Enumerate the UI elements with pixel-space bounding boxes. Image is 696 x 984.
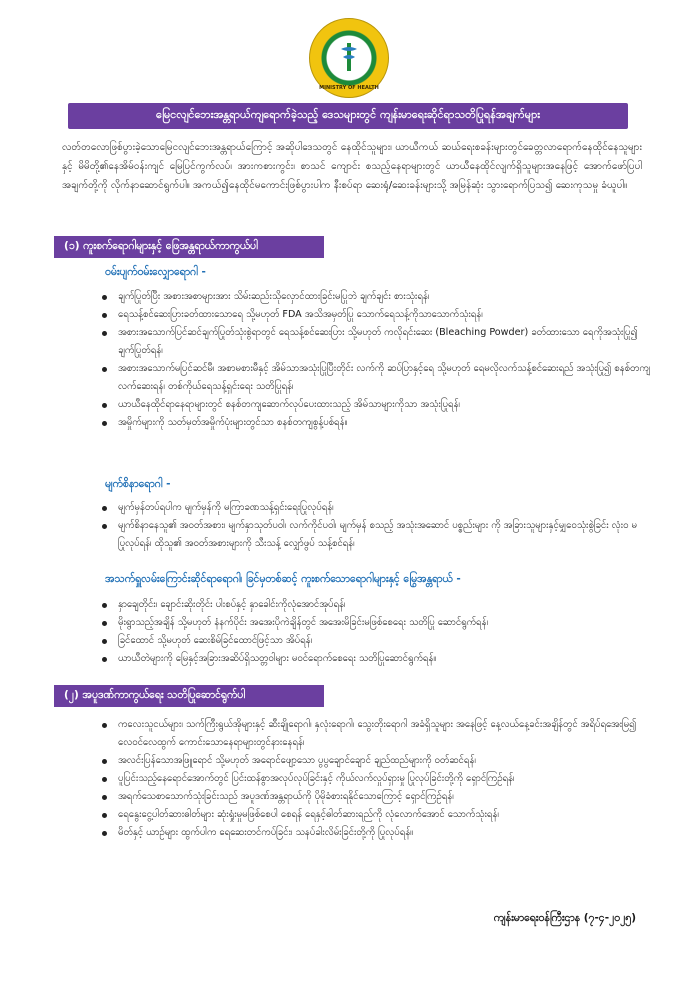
list-item: နှာချေတိုင်း၊ ချောင်းဆိုးတိုင်း ပါးစပ်နှင့် နှာခေါင်းကိုလုံအောင်အုပ်ရန်၊	[100, 596, 655, 614]
bullet-icon	[102, 603, 107, 608]
list-item: အမှိုက်များကို သတ်မှတ်အမှိုက်ပုံးများတွင်သာ စနစ်တကျစွန့်ပစ်ရန်။	[100, 414, 655, 432]
bullet-icon	[102, 777, 107, 782]
bullet-icon	[102, 813, 107, 818]
bullet-icon	[102, 657, 107, 662]
bullet-icon	[102, 639, 107, 644]
section-2-header	[54, 685, 324, 707]
list-item: အလင်းပြန်သောအဖြူရောင် သို့မဟုတ် အရောင်ဖျော့သော ပွပွချောင်ချောင် ချည်ထည်များကို ဝတ်ဆင်ရန်၊	[100, 752, 655, 770]
section-1-header	[54, 236, 324, 258]
diarrhea-list	[100, 288, 655, 432]
bullet-icon	[102, 506, 107, 511]
section-1-title: (၁) ကူးစက်ရောဂါများနှင့် ဖြေအန္တရာယ်ကာကွယ်ပါ	[64, 239, 258, 252]
bullet-icon	[102, 295, 107, 300]
bullet-icon	[102, 313, 107, 318]
subsection-eye-heading: မျက်စိနာရောဂါ -	[105, 478, 171, 490]
list-item: မိတ်နှင့် ယာဉ်များ ထွက်ပါက ရေဆေးတင်ကပ်ခြင်း၊ သနပ်ခါးလိမ်းခြင်းတို့ကို ပြုလုပ်ရန်။	[100, 824, 655, 842]
bullet-icon	[102, 723, 107, 728]
list-item: ခြင်ထောင် သို့မဟုတ် ဆေးစိမ်ခြင်ထောင်ဖြင့်သာ အိပ်ရန်၊	[100, 632, 655, 650]
bullet-icon	[102, 831, 107, 836]
bullet-icon	[102, 403, 107, 408]
bullet-icon	[102, 795, 107, 800]
heat-list	[100, 716, 655, 842]
page-title-banner	[68, 103, 628, 129]
bullet-icon	[102, 331, 107, 336]
ministry-logo	[309, 18, 389, 98]
list-item: ယာယီနေထိုင်ရာနေရာများတွင် စနစ်တကျဆောက်လုပ်ပေးထားသည့် အိမ်သာများကိုသာ အသုံးပြုရန်၊	[100, 396, 655, 414]
list-item: ချက်ပြုတ်ပြီး အစားအစာများအား သိမ်းဆည်းသိုလှောင်ထားခြင်းမပြုဘဲ ချက်ချင်း စားသုံးရန်၊	[100, 288, 655, 306]
intro-paragraph: လတ်တလောဖြစ်ပွားခဲ့သောမြေငလျင်ဘေးအန္တရာယ်ကြောင့် အဆိုပါဒေသတွင် နေထိုင်သူများ၊ ယာယီကယ် ဆယ်ရေးစခန်းများတွင်ခေတ္တလာရောက်နေထိုင်နေသူများနှင့် မိမိတို့၏နေအိမ်ဝန်းကျင် မြေပြင်ကွက်လပ်၊ အားကစားကွင်း၊ စာသင် ကျောင်း စသည့်နေရာများတွင် ယာယီနေထိုင်လျက်ရှိသူများအနေဖြင့် အောက်ဖော်ပြပါအချက်တို့ကို လိုက်နာဆောင်ရွက်ပါ။ အကယ်၍နေထိုင်မကောင်းဖြစ်ပွားပါက နီးစပ်ရာ ဆေးရုံ/ဆေးခန်းများသို့ အမြန်ဆုံး သွားရောက်ပြသ၍ ဆေးကုသမှု ခံယူပါ။	[62, 142, 642, 191]
caduceus-icon	[337, 41, 361, 73]
section-2-title: (၂) အပူဒဏ်ကာကွယ်ရေး သတိပြုဆောင်ရွက်ပါ	[64, 688, 246, 701]
bullet-icon	[102, 621, 107, 626]
page-title: မြေငလျင်ဘေးအန္တရာယ်ကျရောက်ခဲ့သည့် ဒေသများတွင် ကျန်းမာရေးဆိုင်ရာသတိပြုရန်အချက်များ	[155, 108, 541, 121]
list-item: ရေသန့်စင်ဆေးပြားခတ်ထားသောရေ သို့မဟုတ် FDA အသိအမှတ်ပြု သောက်ရေသန့်ကိုသာသောက်သုံးရန်၊	[100, 306, 655, 324]
eye-list	[100, 499, 655, 553]
subsection-diarrhea-heading: ဝမ်းပျက်ဝမ်းလျှောရောဂါ -	[105, 266, 206, 278]
bullet-icon	[102, 421, 107, 426]
list-item: မျက်စိနာနေသူ၏ အဝတ်အစား၊ မျက်နှာသုတ်ပဝါ၊ လက်ကိုင်ပဝါ၊ မျက်မှန် စသည့် အသုံးအဆောင် ပစ္စည်းများ ကို အခြားသူများနှင့်မျှဝေသုံးစွဲခြင်း လုံးဝ မပြုလုပ်ရန်၊ ထိုသူ၏ အဝတ်အစားများကို သီးသန့် လျှော်ဖွပ် သန့်စင်ရန်၊	[100, 517, 655, 553]
logo-text: MINISTRY OF HEALTH	[319, 85, 379, 91]
bullet-icon	[102, 759, 107, 764]
issuer-footer: ကျန်းမာရေးဝန်ကြီးဌာန (၇-၄-၂၀၂၅)	[493, 912, 636, 924]
respiratory-list	[100, 596, 655, 668]
list-item: ပူပြင်းသည့်နေရောင်အောက်တွင် ပြင်းထန်စွာအလုပ်လုပ်ခြင်းနှင့် ကိုယ်လက်လှုပ်ရှားမှု ပြုလုပ်ခြင်းတို့ကို ရှောင်ကြဉ်ရန်၊	[100, 770, 655, 788]
list-item: ကလေးသူငယ်များ၊ သက်ကြီးရွယ်အိုများနှင့် ဆီးချိုရောဂါ၊ နှလုံးရောဂါ၊ သွေးတိုးရောဂါ အခံရှိသူများ အနေဖြင့် နေ့လယ်နေ့ခင်းအချိန်တွင် အရိပ်ရအေးမြ၍ လေဝင်လေထွက် ကောင်းသောနေရာများတွင်နားနေရန်၊	[100, 716, 655, 752]
list-item: ယာယီတဲများကို မြေနှင့်အခြားအဆိပ်ရှိသတ္တဝါများ မဝင်ရောက်စေရေး သတိပြုဆောင်ရွက်ရန်။	[100, 650, 655, 668]
list-item: မျက်မှန်တပ်ရပါက မျက်မှန်ကို မကြာခဏသန့်ရှင်းရေးပြုလုပ်ရန်၊	[100, 499, 655, 517]
list-item: အရက်သေစာသောက်သုံးခြင်းသည် အပူဒဏ်အန္တရာယ်ကို ပိုမိုခံစားရနိုင်သောကြောင့် ရှောင်ကြဉ်ရန်၊	[100, 788, 655, 806]
list-item: အစားအသောက်ပြင်ဆင်ချက်ပြုတ်သုံးစွဲရာတွင် ရေသန့်စင်ဆေးပြား သို့မဟုတ် ကလိုရင်းဆေး (Bleaching Powder) ခတ်ထားသော ရေကိုအသုံးပြု၍ ချက်ပြုတ်ရန်၊	[100, 324, 655, 360]
list-item: အစားအသောက်မပြင်ဆင်မီ၊ အစာမစားမီနှင့် အိမ်သာအသုံးပြုပြီးတိုင်း လက်ကို ဆပ်ပြာနှင့်ရေ သို့မဟုတ် ရေမလိုလက်သန့်စင်ဆေးရည် အသုံးပြု၍ စနစ်တကျလက်ဆေးရန်၊ တစ်ကိုယ်ရေသန့်ရှင်းရေး သတိပြုရန်၊	[100, 360, 655, 396]
list-item: ရေနွေးငွေ့ပါတ်ဆားဓါတ်များ ဆုံးရှုံးမှုမဖြစ်စေပါ စေရန် ရေနှင့်ဓါတ်ဆားရည်ကို လုံလောက်အောင် သောက်သုံးရန်၊	[100, 806, 655, 824]
list-item: မိုးရွာသည့်အချိန် သို့မဟုတ် နံနက်ပိုင်း အအေးပိုကဲချိန်တွင် အအေးမိခြင်းမဖြစ်စေရေး သတိပြု ဆောင်ရွက်ရန်၊	[100, 614, 655, 632]
bullet-icon	[102, 524, 107, 529]
subsection-respiratory-heading: အသက်ရှူလမ်းကြောင်းဆိုင်ရာရောဂါ၊ ခြင်မှတစ်ဆင့် ကူးစက်သောရောဂါများနှင့် မြွေအန္တရာယ် -	[105, 573, 461, 585]
bullet-icon	[102, 367, 107, 372]
